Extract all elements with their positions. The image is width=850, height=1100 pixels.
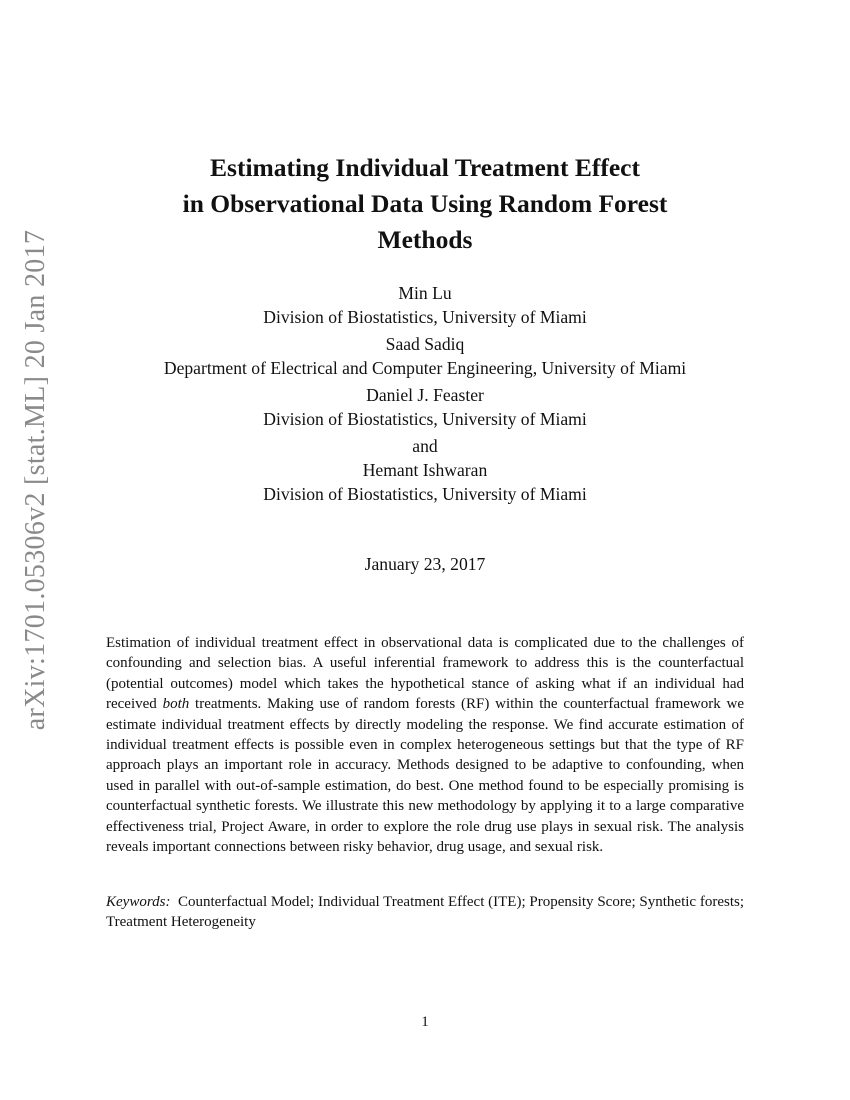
abstract	[106, 633, 744, 857]
author-4	[0, 458, 850, 506]
author-3	[0, 383, 850, 431]
author-name: Hemant Ishwaran	[362, 460, 488, 480]
keywords-text: Counterfactual Model; Individual Treatment Effect (ITE); Propensity Score; Synthetic forests; Treatment Heterogeneity	[106, 894, 745, 931]
author-block	[0, 281, 850, 509]
author-affiliation: Department of Electrical and Computer Engineering, University of Miami	[163, 358, 687, 378]
author-affiliation: Division of Biostatistics, University of Miami	[263, 484, 587, 504]
page-number: 1	[421, 1014, 429, 1030]
title-line-2: in Observational Data Using Random Forest	[182, 189, 668, 218]
author-2	[0, 332, 850, 380]
author-name: Min Lu	[398, 283, 452, 303]
abstract-text-end: treatments. Making use of random forests (RF) within the counterfactual framework we estimate individual treatment effects by directly modeling the response. We find accurate estimation of individual treatment effects is possible even in complex heterogeneous settings but that the type of RF approach plays an important role in accuracy. Methods designed to be adaptive to confounding, when used in parallel with out-of-sample estimation, do best. One method found to be especially promising is counterfactual synthetic forests. We illustrate this new methodology by applying it to a large comparative effectiveness trial, Project Aware, in order to explore the role drug use plays in sexual risk. The analysis reveals important connections between risky behavior, drug usage, and sexual risk.	[106, 696, 745, 856]
title-line-3: Methods	[377, 225, 473, 254]
author-affiliation: Division of Biostatistics, University of Miami	[263, 409, 587, 429]
keywords	[106, 892, 744, 933]
paper-title	[0, 150, 850, 258]
author-conjunction: and	[412, 436, 438, 456]
author-name: Daniel J. Feaster	[366, 385, 484, 405]
abstract-emphasis: both	[162, 696, 190, 713]
keywords-label: Keywords:	[106, 894, 171, 910]
arxiv-identifier: arXiv:1701.05306v2 [stat.ML] 20 Jan 2017	[20, 229, 51, 731]
title-line-1: Estimating Individual Treatment Effect	[210, 153, 640, 182]
author-affiliation: Division of Biostatistics, University of Miami	[263, 307, 587, 327]
abstract-text-start: Estimation of individual treatment effect in observational data is complicated due to the challenges of confounding and selection bias. A useful inferential framework to address this is the counterfactual (potential outcomes) model which takes the hypothetical stance of asking what if an individual had received	[106, 635, 744, 713]
publication-date: January 23, 2017	[364, 554, 486, 574]
author-1	[0, 281, 850, 329]
author-name: Saad Sadiq	[385, 334, 465, 354]
